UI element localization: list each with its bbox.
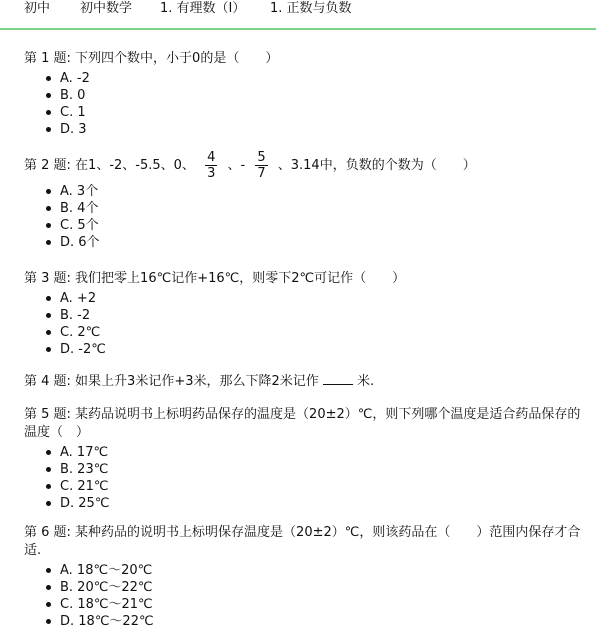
fraction-denominator: 3	[207, 166, 216, 181]
question-text: 、-	[227, 158, 246, 173]
option-d: D. 3	[24, 121, 592, 138]
option-d: D. 6个	[24, 234, 592, 251]
question-text: 米.	[357, 374, 375, 389]
option-b: B. 23℃	[24, 461, 592, 478]
option-c: C. 21℃	[24, 478, 592, 495]
breadcrumb-chapter[interactable]: 1. 有理数（I）	[160, 1, 246, 16]
breadcrumb	[0, 0, 600, 28]
fraction-numerator: 4	[207, 150, 216, 165]
fraction-denominator: 7	[257, 166, 266, 181]
option-a: A. -2	[24, 70, 592, 87]
option-c: C. 18℃～21℃	[24, 596, 592, 613]
breadcrumb-subject[interactable]: 初中数学	[80, 1, 133, 16]
option-d: D. 25℃	[24, 495, 592, 512]
option-b: B. -2	[24, 307, 592, 324]
option-c: C. 1	[24, 104, 592, 121]
question-title: 第 5 题: 某药品说明书上标明药品保存的温度是（20±2）℃，则下列哪个温度是适合药品保存的温度（ ）	[24, 407, 581, 440]
question-text: 第 4 题: 如果上升3米记作+3米，那么下降2米记作	[24, 374, 319, 389]
fraction-numerator: 5	[257, 150, 266, 165]
option-a: A. 17℃	[24, 444, 592, 461]
option-a: A. +2	[24, 290, 592, 307]
question-title: 第 6 题: 某种药品的说明书上标明保存温度是（20±2）℃，则该药品在（ ）范围内保存才合适.	[24, 525, 581, 558]
question-4	[24, 372, 592, 391]
question-text: 、3.14中，负数的个数为（ ）	[277, 158, 476, 173]
option-d: D. 18℃～22℃	[24, 613, 592, 630]
option-list	[24, 183, 592, 251]
option-c: C. 2℃	[24, 324, 592, 341]
breadcrumb-section[interactable]: 1. 正数与负数	[270, 1, 352, 16]
question-title	[24, 150, 592, 181]
option-list	[24, 70, 592, 138]
option-b: B. 0	[24, 87, 592, 104]
option-list	[24, 444, 592, 512]
question-title	[24, 372, 592, 391]
option-a: A. 3个	[24, 183, 592, 200]
header-divider	[0, 28, 596, 30]
question-title: 第 1 题: 下列四个数中，小于0的是（ ）	[24, 51, 279, 66]
option-a: A. 18℃～20℃	[24, 562, 592, 579]
option-c: C. 5个	[24, 217, 592, 234]
question-6	[24, 524, 592, 630]
question-5	[24, 406, 592, 512]
question-1	[24, 50, 592, 138]
option-b: B. 4个	[24, 200, 592, 217]
question-text: 第 2 题: 在1、-2、-5.5、0、	[24, 158, 195, 173]
option-list	[24, 290, 592, 358]
question-2	[24, 150, 592, 251]
question-title: 第 3 题: 我们把零上16℃记作+16℃，则零下2℃可记作（ ）	[24, 271, 406, 286]
option-b: B. 20℃～22℃	[24, 579, 592, 596]
breadcrumb-stage[interactable]: 初中	[24, 1, 51, 16]
fraction	[205, 150, 217, 181]
answer-blank	[323, 372, 353, 385]
question-3	[24, 270, 592, 358]
option-list	[24, 562, 592, 630]
option-d: D. -2℃	[24, 341, 592, 358]
fraction	[255, 150, 267, 181]
